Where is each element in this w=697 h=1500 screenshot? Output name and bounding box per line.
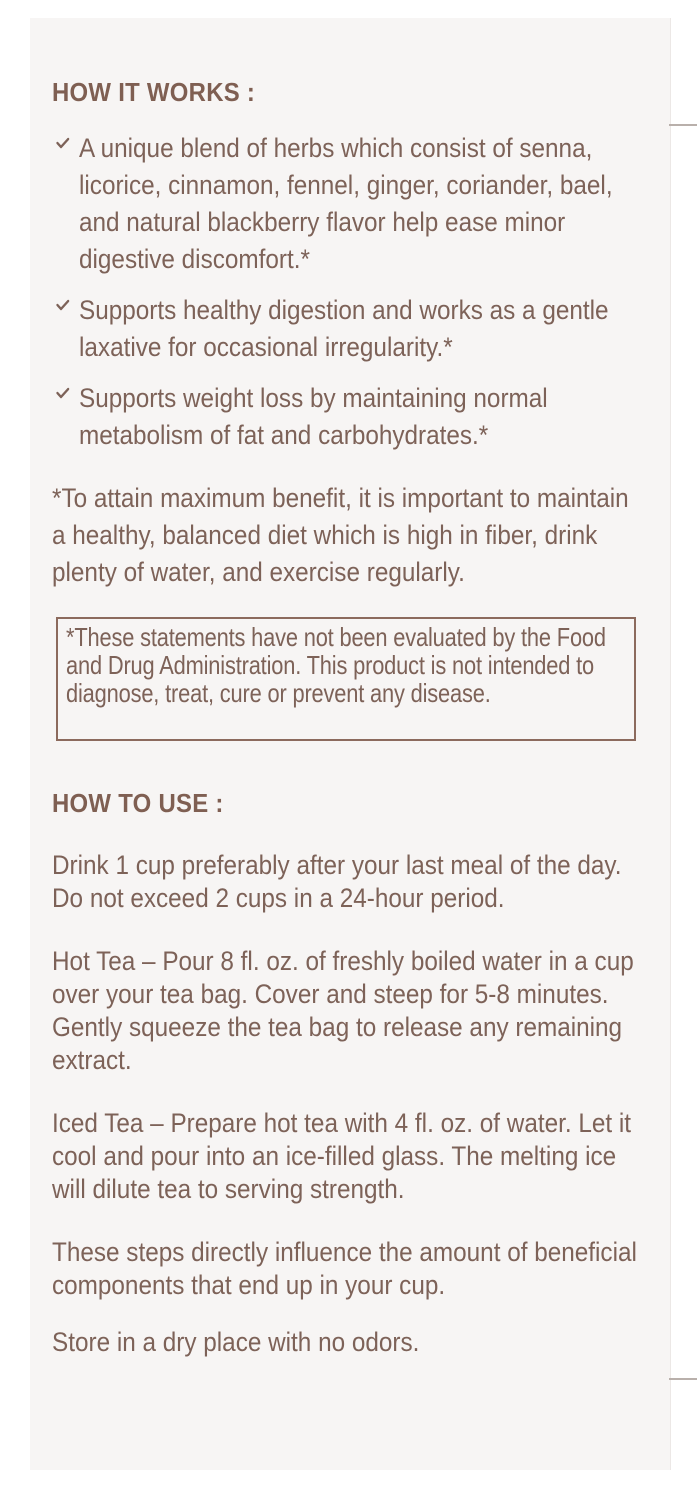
benefit-note: *To attain maximum benefit, it is important to maintain a healthy, balanced diet which is high in fiber, drink plenty of water, and exercise regularly. <box>52 483 629 587</box>
benefit-text: A unique blend of herbs which consist of senna, licorice, cinnamon, fennel, ginger, coriander, bael, and natural blackberry flavor help ease minor digestive discomfort.* <box>79 133 613 274</box>
check-icon <box>56 385 70 401</box>
hot-tea-instruction: Hot Tea – Pour 8 fl. oz. of freshly boiled water in a cup over your tea bag. Cover and steep for 5-8 minutes. Gently squeeze the tea bag to release any remaining extract. <box>52 946 634 1075</box>
label-content <box>52 76 652 1359</box>
storage-instruction: Store in a dry place with no odors. <box>52 1327 420 1357</box>
fda-disclaimer-text: *These statements have not been evaluated by the Food and Drug Administration. This product is not intended to diagnose, treat, cure or prevent any disease. <box>66 622 606 708</box>
steps-note: These steps directly influence the amount of beneficial components that end up in your cup. <box>52 1237 637 1300</box>
how-it-works-heading: HOW IT WORKS : <box>52 77 256 107</box>
benefit-text: Supports weight loss by maintaining normal metabolism of fat and carbohydrates.* <box>79 383 548 450</box>
how-to-use-heading: HOW TO USE : <box>52 788 224 818</box>
list-item <box>52 380 655 454</box>
fda-disclaimer-box <box>56 617 636 741</box>
check-icon <box>56 297 70 313</box>
list-item <box>52 130 655 278</box>
edge-mark <box>669 124 697 126</box>
benefit-text: Supports healthy digestion and works as a gentle laxative for occasional irregularity.* <box>79 295 609 362</box>
check-icon <box>56 135 70 151</box>
list-item <box>52 292 655 366</box>
iced-tea-instruction: Iced Tea – Prepare hot tea with 4 fl. oz. of water. Let it cool and pour into an ice-filled glass. The melting ice will dilute tea to serving strength. <box>52 1108 632 1204</box>
usage-instruction: Drink 1 cup preferably after your last meal of the day. Do not exceed 2 cups in a 24-hour period. <box>52 850 622 913</box>
edge-mark <box>669 1378 697 1380</box>
benefits-list <box>52 130 652 454</box>
